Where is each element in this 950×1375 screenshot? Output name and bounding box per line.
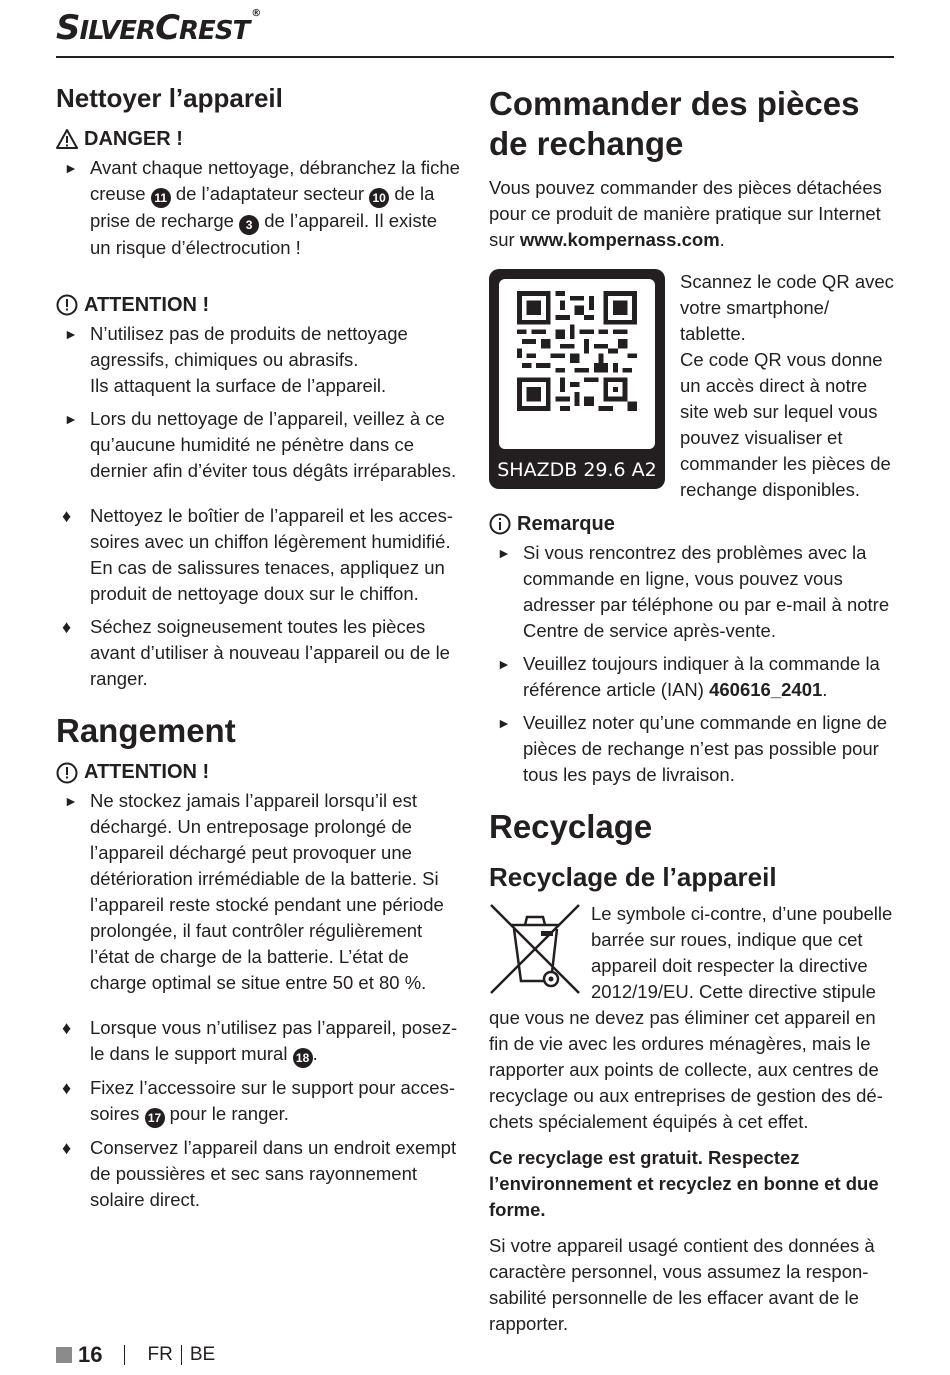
attention-label: ATTENTION !: [56, 294, 462, 317]
list-item: ► Avant chaque nettoyage, débranchez la fiche creuse 11 de l’adaptateur secteur 10 de la prise de recharge 3 de l’appareil. Il existe un risque d’électrocution !: [64, 156, 460, 258]
header-rule: [56, 56, 894, 58]
page-marker-icon: [56, 1347, 72, 1363]
arrow-icon: ►: [64, 410, 78, 427]
left-column: [56, 84, 462, 1220]
storage-title: Rangement: [56, 711, 236, 749]
note-list: [489, 540, 895, 788]
recycle-bold: Ce recyclage est gratuit. Respectez l’environnement et recyclez en bonne et due forme.: [489, 1146, 879, 1220]
qr-description: Scannez le code QR avec votre smartphone/ tablette. Ce code QR vous donne un accès direct à notre site web sur lequel vous pouvez visualiser et commander les pièces de rechange disponibles.: [680, 270, 894, 500]
part-number-badge: 10: [369, 188, 389, 208]
list-item: ► Lors du nettoyage de l’appareil, veillez à ce qu’aucune humidité ne pénètre dans ce dernier afin d’éviter tous dégâts irréparables.: [64, 407, 457, 481]
diamond-bullet-icon: ♦: [62, 505, 72, 526]
list-item: ♦ Nettoyez le boîtier de l’appareil et les accessoires avec un chiffon légèrement humidifié. En cas de salissures tenaces, appliquez un produit de nettoyage doux sur le chiffon.: [62, 504, 454, 604]
danger-label: DANGER !: [56, 128, 462, 151]
footer-lang-2: BE: [189, 1344, 216, 1365]
ian-number: 460616_2401: [709, 678, 823, 700]
arrow-icon: ►: [64, 325, 78, 342]
storage-attention-label: ATTENTION !: [56, 761, 462, 784]
list-item: ► Veuillez toujours indiquer à la commande la référence article (IAN) 460616_2401.: [497, 652, 880, 700]
list-item: ► Si vous rencontrez des problèmes avec la commande en ligne, vous pouvez vous adresser par téléphone ou par e-mail à notre Centre de service après-vente.: [497, 541, 890, 641]
part-number-badge: 11: [151, 188, 171, 208]
info-circle-icon: [489, 513, 511, 535]
list-item: ► Veuillez noter qu’une commande en ligne de pièces de rechange n’est pas possible pour tous les pays de livraison.: [497, 711, 888, 785]
right-column: [489, 84, 895, 1337]
qr-section: [489, 269, 895, 503]
footer-lang-1: FR: [147, 1344, 173, 1365]
list-item: ♦ Conservez l’appareil dans un endroit exempt de poussières et sec sans rayonnement solaire direct.: [62, 1137, 457, 1211]
recycle-title: Recyclage: [489, 807, 653, 845]
diamond-bullet-icon: ♦: [62, 1078, 72, 1099]
part-number-badge: 18: [293, 1048, 313, 1068]
diamond-bullet-icon: ♦: [62, 1018, 72, 1039]
list-item: ► Ne stockez jamais l’appareil lorsqu’il est déchargé. Un entreposage prolongé de l’appareil déchargé peut provoquer une détérioration irrémédiable de la batterie. Si l’appareil reste stocké pendant une période prolongée, il faut contrôler régulièrement l’état de charge de la batterie. L’état de charge optimal se situe entre 50 et 80 %.: [64, 790, 444, 994]
list-item: ♦ Fixez l’accessoire sur le support pour accessoires 17 pour le ranger.: [56, 1075, 462, 1128]
warning-triangle-icon: [56, 128, 78, 150]
exclamation-circle-icon: [56, 762, 78, 784]
arrow-icon: ►: [64, 159, 78, 176]
qr-code-icon: [517, 291, 637, 411]
footer-divider: [181, 1345, 182, 1365]
part-number-badge: 3: [239, 215, 259, 235]
crossed-bin-icon: [489, 903, 581, 995]
danger-list: [56, 155, 462, 261]
recycle-subtitle: Recyclage de l’appareil: [489, 861, 777, 892]
exclamation-circle-icon: [56, 294, 78, 316]
list-item: ♦ Séchez soigneusement toutes les pièces avant d’utiliser à nouveau l’appareil ou de le ranger.: [62, 615, 450, 689]
page-number: 16: [78, 1342, 103, 1367]
clean-steps: [56, 503, 462, 692]
arrow-icon: ►: [497, 655, 511, 672]
qr-background: [499, 279, 655, 449]
storage-attention-list: [56, 788, 462, 996]
attention-list: [56, 321, 462, 484]
brand-logo: SILVERCREST®: [56, 8, 261, 48]
recycle-text: Le symbole ci-contre, d’une poubelle barrée sur roues, indique que cet appareil doit respecter la directive 2012/19/EU. Cette directive stipule que vous ne devez pas éliminer cet appareil en fin de vie avec les ordures ménagères, mais le rapporter aux points de collecte, aux centres de recyclage ou aux entreprises de gestion des déchets spécialement équipés à cet effet.: [489, 902, 893, 1132]
parts-url-link[interactable]: www.kompernass.com: [519, 228, 720, 250]
parts-title: Commander des pièces de rechange: [489, 85, 860, 163]
note-label: Remarque: [489, 513, 895, 536]
diamond-bullet-icon: ♦: [62, 1138, 72, 1159]
part-number-badge: 17: [145, 1108, 165, 1128]
recycle-data-text: Si votre appareil usagé contient des données à caractère personnel, vous assumez la responsabilité personnelle de les effacer avant de le rapporter.: [489, 1234, 875, 1334]
clean-title: Nettoyer l’appareil: [56, 83, 283, 113]
arrow-icon: ►: [497, 544, 511, 561]
list-item: ♦ Lorsque vous n’utilisez pas l’appareil, posez-le dans le support mural 18 .: [56, 1015, 462, 1068]
list-item: ► N’utilisez pas de produits de nettoyage agressifs, chimiques ou abrasifs. Ils attaquent la surface de l’appareil.: [64, 322, 408, 396]
storage-steps: [56, 1015, 462, 1213]
qr-code-label: SHAZDB 29.6 A2: [497, 458, 657, 481]
footer-divider: [124, 1345, 125, 1365]
arrow-icon: ►: [497, 714, 511, 731]
qr-code-panel[interactable]: [489, 269, 665, 489]
arrow-icon: ►: [64, 793, 78, 810]
diamond-bullet-icon: ♦: [62, 616, 72, 637]
parts-intro: Vous pouvez commander des pièces détachées pour ce produit de manière pratique sur Internet sur www.kompernass.com.: [489, 176, 882, 250]
page-footer: [56, 1342, 215, 1368]
